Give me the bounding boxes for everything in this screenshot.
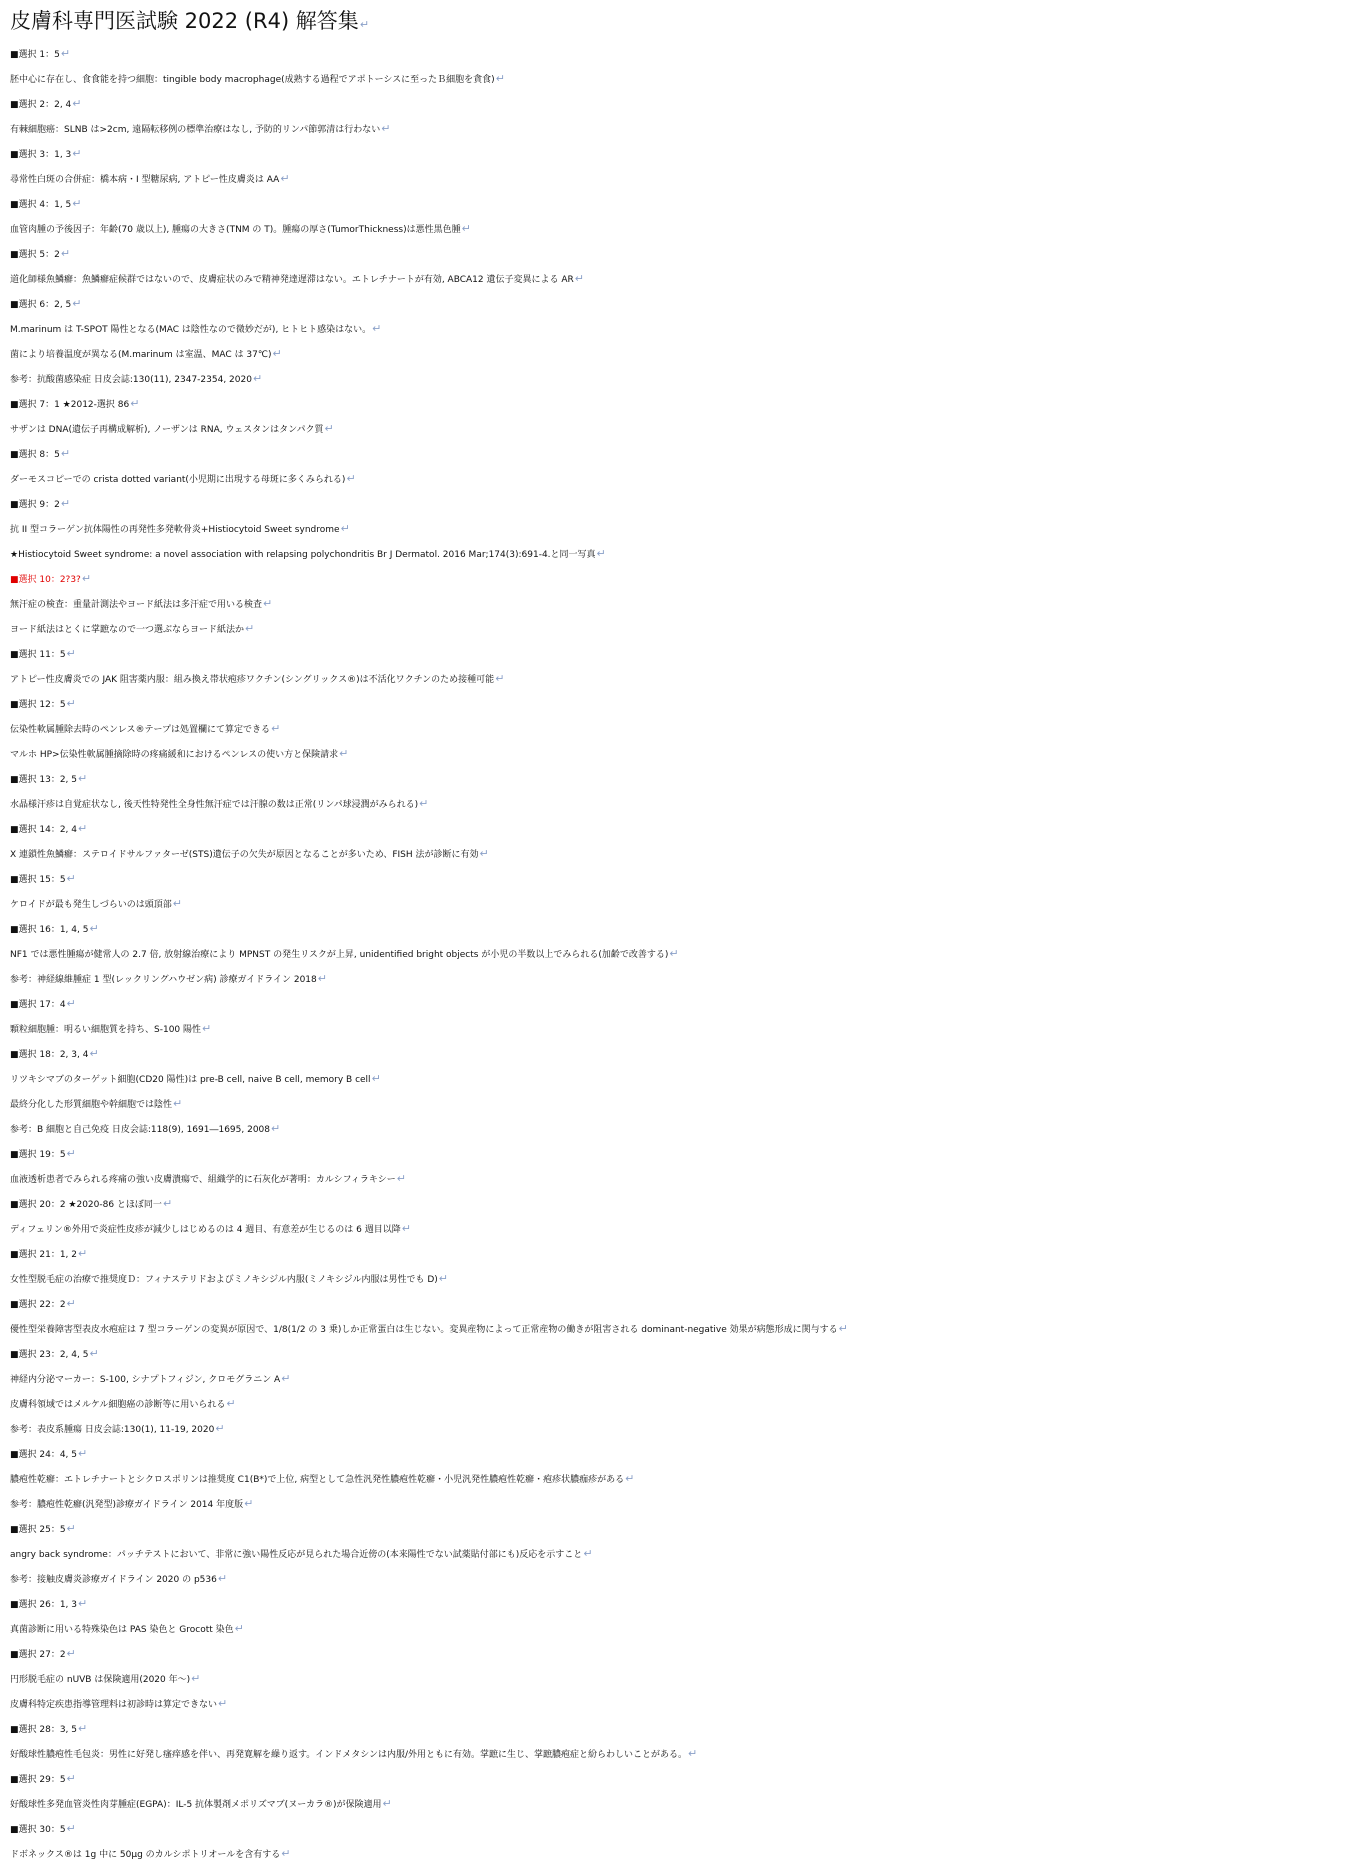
answer-note <box>10 166 1356 191</box>
paragraph-mark-icon: ↵ <box>381 122 391 135</box>
answer-note <box>10 1166 1356 1191</box>
paragraph-mark-icon: ↵ <box>89 1047 99 1060</box>
line-text: 伝染性軟属腫除去時のペンレス®テープは処置欄にて算定できる <box>10 725 271 735</box>
answer-note <box>10 891 1356 916</box>
line-text: ■選択 13：2, 5 <box>10 775 77 785</box>
line-text: NF1 では悪性腫瘍が健常人の 2.7 倍, 放射線治療により MPNST の発生リスクが上昇, unidentified bright objects が小児の半数以上でみられる(加齢で改善する) <box>10 950 669 960</box>
line-text: 参考：B 細胞と自己免疫 日皮会誌:118(9), 1691―1695, 2008 <box>10 1125 271 1135</box>
paragraph-mark-icon: ↵ <box>339 747 349 760</box>
answer-note <box>10 1791 1356 1816</box>
line-text: リツキシマブのターゲット細胞(CD20 陽性)は pre-B cell, naive B cell, memory B cell <box>10 1075 371 1085</box>
line-text: 皮膚科特定疾患指導管理料は初診時は算定できない <box>10 1700 218 1710</box>
line-text: 参考：接触皮膚炎診療ガイドライン 2020 の p536 <box>10 1575 217 1585</box>
line-text: ケロイドが最も発生しづらいのは頭頂部 <box>10 900 172 910</box>
paragraph-mark-icon: ↵ <box>66 1522 76 1535</box>
paragraph-mark-icon: ↵ <box>81 572 92 585</box>
paragraph-mark-icon: ↵ <box>574 272 584 285</box>
paragraph-mark-icon: ↵ <box>245 622 255 635</box>
answer-note <box>10 466 1356 491</box>
line-text: ■選択 11：5 <box>10 650 66 660</box>
line-text: ■選択 3：1, 3 <box>10 150 72 160</box>
paragraph-mark-icon: ↵ <box>191 1672 201 1685</box>
paragraph-mark-icon: ↵ <box>396 1172 407 1185</box>
paragraph-mark-icon: ↵ <box>162 1197 173 1210</box>
answer-note <box>10 216 1356 241</box>
paragraph-mark-icon: ↵ <box>78 772 88 785</box>
line-text: サザンは DNA(遺伝子再構成解析), ノーザンは RNA, ウェスタンはタンパク質 <box>10 425 324 435</box>
answer-heading <box>10 391 1356 416</box>
answer-heading <box>10 691 1356 716</box>
paragraph-mark-icon: ↵ <box>72 147 82 160</box>
line-text: ■選択 28：3, 5 <box>10 1725 77 1735</box>
answer-heading <box>10 1291 1356 1316</box>
paragraph-mark-icon: ↵ <box>130 397 140 410</box>
paragraph-mark-icon: ↵ <box>583 1547 593 1560</box>
answer-note <box>10 1066 1356 1091</box>
answer-list <box>10 41 1356 1866</box>
paragraph-mark-icon: ↵ <box>226 1397 236 1410</box>
answer-heading <box>10 916 1356 941</box>
answer-note <box>10 1616 1356 1641</box>
line-text: ★Histiocytoid Sweet syndrome: a novel association with relapsing polychondritis Br J Dermatol. 2016 Mar;174(3):691-4.と同一写真 <box>10 550 596 560</box>
paragraph-mark-icon: ↵ <box>217 1572 228 1585</box>
line-text: ■選択 26：1, 3 <box>10 1600 77 1610</box>
answer-heading <box>10 1441 1356 1466</box>
paragraph-mark-icon: ↵ <box>66 697 76 710</box>
answer-note <box>10 516 1356 541</box>
line-text: 血液透析患者でみられる疼痛の強い皮膚潰瘍で、組織学的に石灰化が著明：カルシフィラキシー <box>10 1175 396 1185</box>
line-text: ■選択 6：2, 5 <box>10 300 72 310</box>
paragraph-mark-icon: ↵ <box>78 822 88 835</box>
paragraph-mark-icon: ↵ <box>202 1022 212 1035</box>
line-text: 無汗症の検査：重量計測法やヨード紙法は多汗症で用いる検査 <box>10 600 263 610</box>
line-text: 道化師様魚鱗癬：魚鱗癬症候群ではないので、皮膚症状のみで精神発達遅滞はない。エトレチナートが有効, ABCA12 遺伝子変異による AR <box>10 275 574 285</box>
line-text: ■選択 9：2 <box>10 500 60 510</box>
line-text: ダーモスコピーでの crista dotted variant(小児期に出現する母斑に多くみられる) <box>10 475 346 485</box>
paragraph-mark-icon: ↵ <box>340 522 350 535</box>
line-text: 好酸球性多発血管炎性肉芽腫症(EGPA)：IL-5 抗体製剤メポリズマブ(ヌーカラ®)が保険適用 <box>10 1800 382 1810</box>
answer-heading <box>10 991 1356 1016</box>
line-text: 優性型栄養障害型表皮水疱症は 7 型コラーゲンの変異が原因で、1/8(1/2 の 3 乗)しか正常蛋白は生じない。変異産物によって正常産物の働きが阻害される dominant-negative 効果が病態形成に関与する <box>10 1325 838 1335</box>
paragraph-mark-icon: ↵ <box>172 897 182 910</box>
answer-note <box>10 1741 1356 1766</box>
paragraph-mark-icon: ↵ <box>669 947 679 960</box>
answer-heading <box>10 441 1356 466</box>
answer-note <box>10 366 1356 391</box>
line-text: ■選択 7：1 ★2012-選択 86 <box>10 400 130 410</box>
paragraph-mark-icon: ↵ <box>838 1322 848 1335</box>
paragraph-mark-icon: ↵ <box>89 1347 99 1360</box>
line-text: ■選択 19：5 <box>10 1150 66 1160</box>
line-text: 菌により培養温度が異なる(M.marinum は室温、MAC は 37℃) <box>10 350 272 360</box>
answer-heading <box>10 1641 1356 1666</box>
answer-heading <box>10 766 1356 791</box>
answer-heading <box>10 1766 1356 1791</box>
line-text: ■選択 12：5 <box>10 700 66 710</box>
answer-note <box>10 741 1356 766</box>
paragraph-mark-icon: ↵ <box>438 1272 448 1285</box>
line-text: 皮膚科領域ではメルケル細胞癌の診断等に用いられる <box>10 1400 226 1410</box>
line-text: angry back syndrome：パッチテストにおいて、非常に強い陽性反応が見られた場合近傍の(本来陽性でない試薬貼付部にも)反応を示すこと <box>10 1550 583 1560</box>
paragraph-mark-icon: ↵ <box>281 1847 291 1860</box>
line-text: ■選択 5：2 <box>10 250 60 260</box>
answer-note <box>10 1841 1356 1866</box>
line-text: ■選択 24：4, 5 <box>10 1450 77 1460</box>
paragraph-mark-icon: ↵ <box>688 1747 698 1760</box>
line-text: ■選択 20：2 ★2020-86 とほぼ同一 <box>10 1200 162 1210</box>
answer-heading <box>10 1341 1356 1366</box>
paragraph-mark-icon: ↵ <box>60 247 71 260</box>
line-text: 女性型脱毛症の治療で推奨度Ｄ：フィナステリドおよびミノキシジル内服(ミノキシジル内服は男性でも D) <box>10 1275 438 1285</box>
answer-heading <box>10 141 1356 166</box>
paragraph-mark-icon: ↵ <box>78 1722 88 1735</box>
paragraph-mark-icon: ↵ <box>66 647 76 660</box>
line-text: 参考：抗酸菌感染症 日皮会誌:130(11), 2347-2354, 2020 <box>10 375 252 385</box>
line-text: 参考：表皮系腫瘍 日皮会誌:130(1), 11-19, 2020 <box>10 1425 215 1435</box>
paragraph-mark-icon: ↵ <box>66 872 76 885</box>
answer-note <box>10 966 1356 991</box>
line-text: ■選択 18：2, 3, 4 <box>10 1050 89 1060</box>
line-text: 水晶様汗疹は自覚症状なし, 後天性特発性全身性無汗症では汗腺の数は正常(リンパ球浸潤がみられる) <box>10 800 419 810</box>
answer-heading <box>10 866 1356 891</box>
paragraph-mark-icon: ↵ <box>346 472 356 485</box>
paragraph-mark-icon: ↵ <box>271 722 281 735</box>
paragraph-mark-icon: ↵ <box>78 1597 88 1610</box>
line-text: 好酸球性膿疱性毛包炎：男性に好発し瘙痒感を伴い、再発寛解を繰り返す。インドメタシンは内服/外用ともに有効。掌蹠に生じ、掌蹠膿疱症と紛らわしいことがある。 <box>10 1750 688 1760</box>
line-text: ■選択 14：2, 4 <box>10 825 77 835</box>
paragraph-mark-icon: ↵ <box>78 1447 88 1460</box>
answer-heading <box>10 1241 1356 1266</box>
paragraph-mark-icon: ↵ <box>215 1422 225 1435</box>
paragraph-mark-icon: ↵ <box>234 1622 244 1635</box>
document-title: 皮膚科専門医試験 2022 (R4) 解答集↵ <box>10 9 370 33</box>
document-page <box>10 6 1356 1866</box>
answer-note <box>10 1416 1356 1441</box>
answer-note <box>10 1566 1356 1591</box>
paragraph-mark-icon: ↵ <box>66 997 76 1010</box>
answer-note <box>10 591 1356 616</box>
answer-heading <box>10 1716 1356 1741</box>
answer-note <box>10 791 1356 816</box>
line-text: 真菌診断に用いる特殊染色は PAS 染色と Grocott 染色 <box>10 1625 234 1635</box>
answer-heading <box>10 641 1356 666</box>
paragraph-mark-icon: ↵ <box>66 1297 76 1310</box>
line-text: アトピー性皮膚炎での JAK 阻害薬内服：組み換え帯状疱疹ワクチン(シングリックス®)は不活化ワクチンのため接種可能 <box>10 675 495 685</box>
answer-note <box>10 1666 1356 1691</box>
line-text: 神経内分泌マーカー：S-100, シナプトフィジン, クロモグラニン A <box>10 1375 281 1385</box>
answer-heading <box>10 1591 1356 1616</box>
paragraph-mark-icon: ↵ <box>419 797 429 810</box>
line-text: ■選択 23：2, 4, 5 <box>10 1350 89 1360</box>
answer-note <box>10 1216 1356 1241</box>
paragraph-mark-icon: ↵ <box>371 1072 381 1085</box>
paragraph-mark-icon: ↵ <box>72 97 82 110</box>
line-text: ■選択 25：5 <box>10 1525 66 1535</box>
line-text: ■選択 10：2?3? <box>10 575 81 585</box>
answer-note <box>10 541 1356 566</box>
answer-note <box>10 1091 1356 1116</box>
answer-heading <box>10 1041 1356 1066</box>
answer-heading <box>10 566 1356 591</box>
line-text: ■選択 15：5 <box>10 875 66 885</box>
answer-note <box>10 666 1356 691</box>
line-text: ■選択 16：1, 4, 5 <box>10 925 89 935</box>
answer-note <box>10 841 1356 866</box>
paragraph-mark-icon: ↵ <box>479 847 489 860</box>
answer-heading <box>10 816 1356 841</box>
line-text: マルホ HP>伝染性軟属腫摘除時の疼痛緩和におけるペンレスの使い方と保険請求 <box>10 750 339 760</box>
line-text: ■選択 27：2 <box>10 1650 66 1660</box>
line-text: ドボネックス®は 1g 中に 50μg のカルシポトリオールを含有する <box>10 1850 281 1860</box>
answer-heading <box>10 241 1356 266</box>
answer-heading <box>10 1516 1356 1541</box>
line-text: 有棘細胞癌：SLNB は>2cm, 遠隔転移例の標準治療はなし, 予防的リンパ節郭清は行わない <box>10 125 381 135</box>
line-text: M.marinum は T-SPOT 陽性となる(MAC は陰性なので微妙だが), ヒトヒト感染はない。 <box>10 325 372 335</box>
paragraph-mark-icon: ↵ <box>495 72 505 85</box>
paragraph-mark-icon: ↵ <box>72 297 82 310</box>
answer-note <box>10 1366 1356 1391</box>
answer-heading <box>10 191 1356 216</box>
paragraph-mark-icon: ↵ <box>173 1097 183 1110</box>
line-text: ■選択 2：2, 4 <box>10 100 72 110</box>
line-text: 胚中心に存在し、食食能を持つ細胞：tingible body macrophage(成熟する過程でアポトーシスに至ったＢ細胞を貪食) <box>10 75 495 85</box>
line-text: 顆粒細胞腫：明るい細胞質を持ち、S-100 陽性 <box>10 1025 202 1035</box>
paragraph-mark-icon: ↵ <box>89 922 99 935</box>
paragraph-mark-icon: ↵ <box>263 597 273 610</box>
line-text: 参考：神経線維腫症 1 型(レックリングハウゼン病) 診療ガイドライン 2018 <box>10 975 317 985</box>
paragraph-mark-icon: ↵ <box>271 1122 281 1135</box>
paragraph-mark-icon: ↵ <box>359 18 370 31</box>
line-text: ■選択 30：5 <box>10 1825 66 1835</box>
answer-note <box>10 1266 1356 1291</box>
answer-note <box>10 716 1356 741</box>
paragraph-mark-icon: ↵ <box>218 1697 228 1710</box>
line-text: ■選択 4：1, 5 <box>10 200 72 210</box>
line-text: ■選択 29：5 <box>10 1775 66 1785</box>
paragraph-mark-icon: ↵ <box>317 972 327 985</box>
paragraph-mark-icon: ↵ <box>281 1372 291 1385</box>
paragraph-mark-icon: ↵ <box>324 422 334 435</box>
answer-note <box>10 1316 1356 1341</box>
paragraph-mark-icon: ↵ <box>596 547 606 560</box>
line-text: 抗 II 型コラーゲン抗体陽性の再発性多発軟骨炎+Histiocytoid Sweet syndrome <box>10 525 340 535</box>
line-text: ■選択 21：1, 2 <box>10 1250 77 1260</box>
paragraph-mark-icon: ↵ <box>280 172 290 185</box>
answer-note <box>10 941 1356 966</box>
paragraph-mark-icon: ↵ <box>372 322 382 335</box>
paragraph-mark-icon: ↵ <box>244 1497 254 1510</box>
paragraph-mark-icon: ↵ <box>66 1822 76 1835</box>
paragraph-mark-icon: ↵ <box>66 1772 76 1785</box>
line-text: 最終分化した形質細胞や幹細胞では陰性 <box>10 1100 173 1110</box>
line-text: ■選択 8：5 <box>10 450 60 460</box>
answer-heading <box>10 91 1356 116</box>
line-text: X 連鎖性魚鱗癬：ステロイドサルファターゼ(STS)遺伝子の欠失が原因となることが多いため、FISH 法が診断に有効 <box>10 850 479 860</box>
answer-note <box>10 1691 1356 1716</box>
paragraph-mark-icon: ↵ <box>252 372 263 385</box>
answer-note <box>10 616 1356 641</box>
paragraph-mark-icon: ↵ <box>60 447 71 460</box>
line-text: 尋常性白斑の合併症：橋本病・I 型糖尿病, アトピー性皮膚炎は AA <box>10 175 280 185</box>
answer-note <box>10 1116 1356 1141</box>
answer-note <box>10 1466 1356 1491</box>
paragraph-mark-icon: ↵ <box>60 47 71 60</box>
paragraph-mark-icon: ↵ <box>72 197 82 210</box>
line-text: ヨード紙法はとくに掌蹠なので一つ選ぶならヨード紙法か <box>10 625 245 635</box>
answer-heading <box>10 491 1356 516</box>
answer-note <box>10 1016 1356 1041</box>
answer-heading <box>10 41 1356 66</box>
answer-heading <box>10 1816 1356 1841</box>
line-text: 血管肉腫の予後因子：年齢(70 歳以上), 腫瘍の大きさ(TNM の T)。腫瘍の厚さ(TumorThickness)は悪性黒色腫 <box>10 225 461 235</box>
paragraph-mark-icon: ↵ <box>625 1472 635 1485</box>
line-text: ディフェリン®外用で炎症性皮疹が減少しはじめるのは 4 週目、有意差が生じるのは 6 週目以降 <box>10 1225 401 1235</box>
answer-note <box>10 1491 1356 1516</box>
paragraph-mark-icon: ↵ <box>382 1797 392 1810</box>
paragraph-mark-icon: ↵ <box>66 1647 76 1660</box>
paragraph-mark-icon: ↵ <box>272 347 282 360</box>
line-text: ■選択 1：5 <box>10 50 60 60</box>
line-text: 参考：膿疱性乾癬(汎発型)診療ガイドライン 2014 年度版 <box>10 1500 244 1510</box>
answer-note <box>10 116 1356 141</box>
paragraph-mark-icon: ↵ <box>461 222 471 235</box>
line-text: ■選択 22：2 <box>10 1300 66 1310</box>
paragraph-mark-icon: ↵ <box>66 1147 76 1160</box>
answer-note <box>10 1391 1356 1416</box>
line-text: 膿疱性乾癬：エトレチナートとシクロスポリンは推奨度 C1(B*)で上位, 病型として急性汎発性膿疱性乾癬・小児汎発性膿疱性乾癬・疱疹状膿痂疹がある <box>10 1475 625 1485</box>
answer-note <box>10 1541 1356 1566</box>
paragraph-mark-icon: ↵ <box>401 1222 411 1235</box>
line-text: ■選択 17：4 <box>10 1000 66 1010</box>
paragraph-mark-icon: ↵ <box>495 672 505 685</box>
paragraph-mark-icon: ↵ <box>78 1247 88 1260</box>
answer-heading <box>10 1191 1356 1216</box>
answer-note <box>10 341 1356 366</box>
answer-heading <box>10 1141 1356 1166</box>
answer-note <box>10 316 1356 341</box>
answer-note <box>10 266 1356 291</box>
line-text: 円形脱毛症の nUVB は保険適用(2020 年〜) <box>10 1675 191 1685</box>
answer-note <box>10 416 1356 441</box>
paragraph-mark-icon: ↵ <box>60 497 71 510</box>
answer-heading <box>10 291 1356 316</box>
answer-note <box>10 66 1356 91</box>
